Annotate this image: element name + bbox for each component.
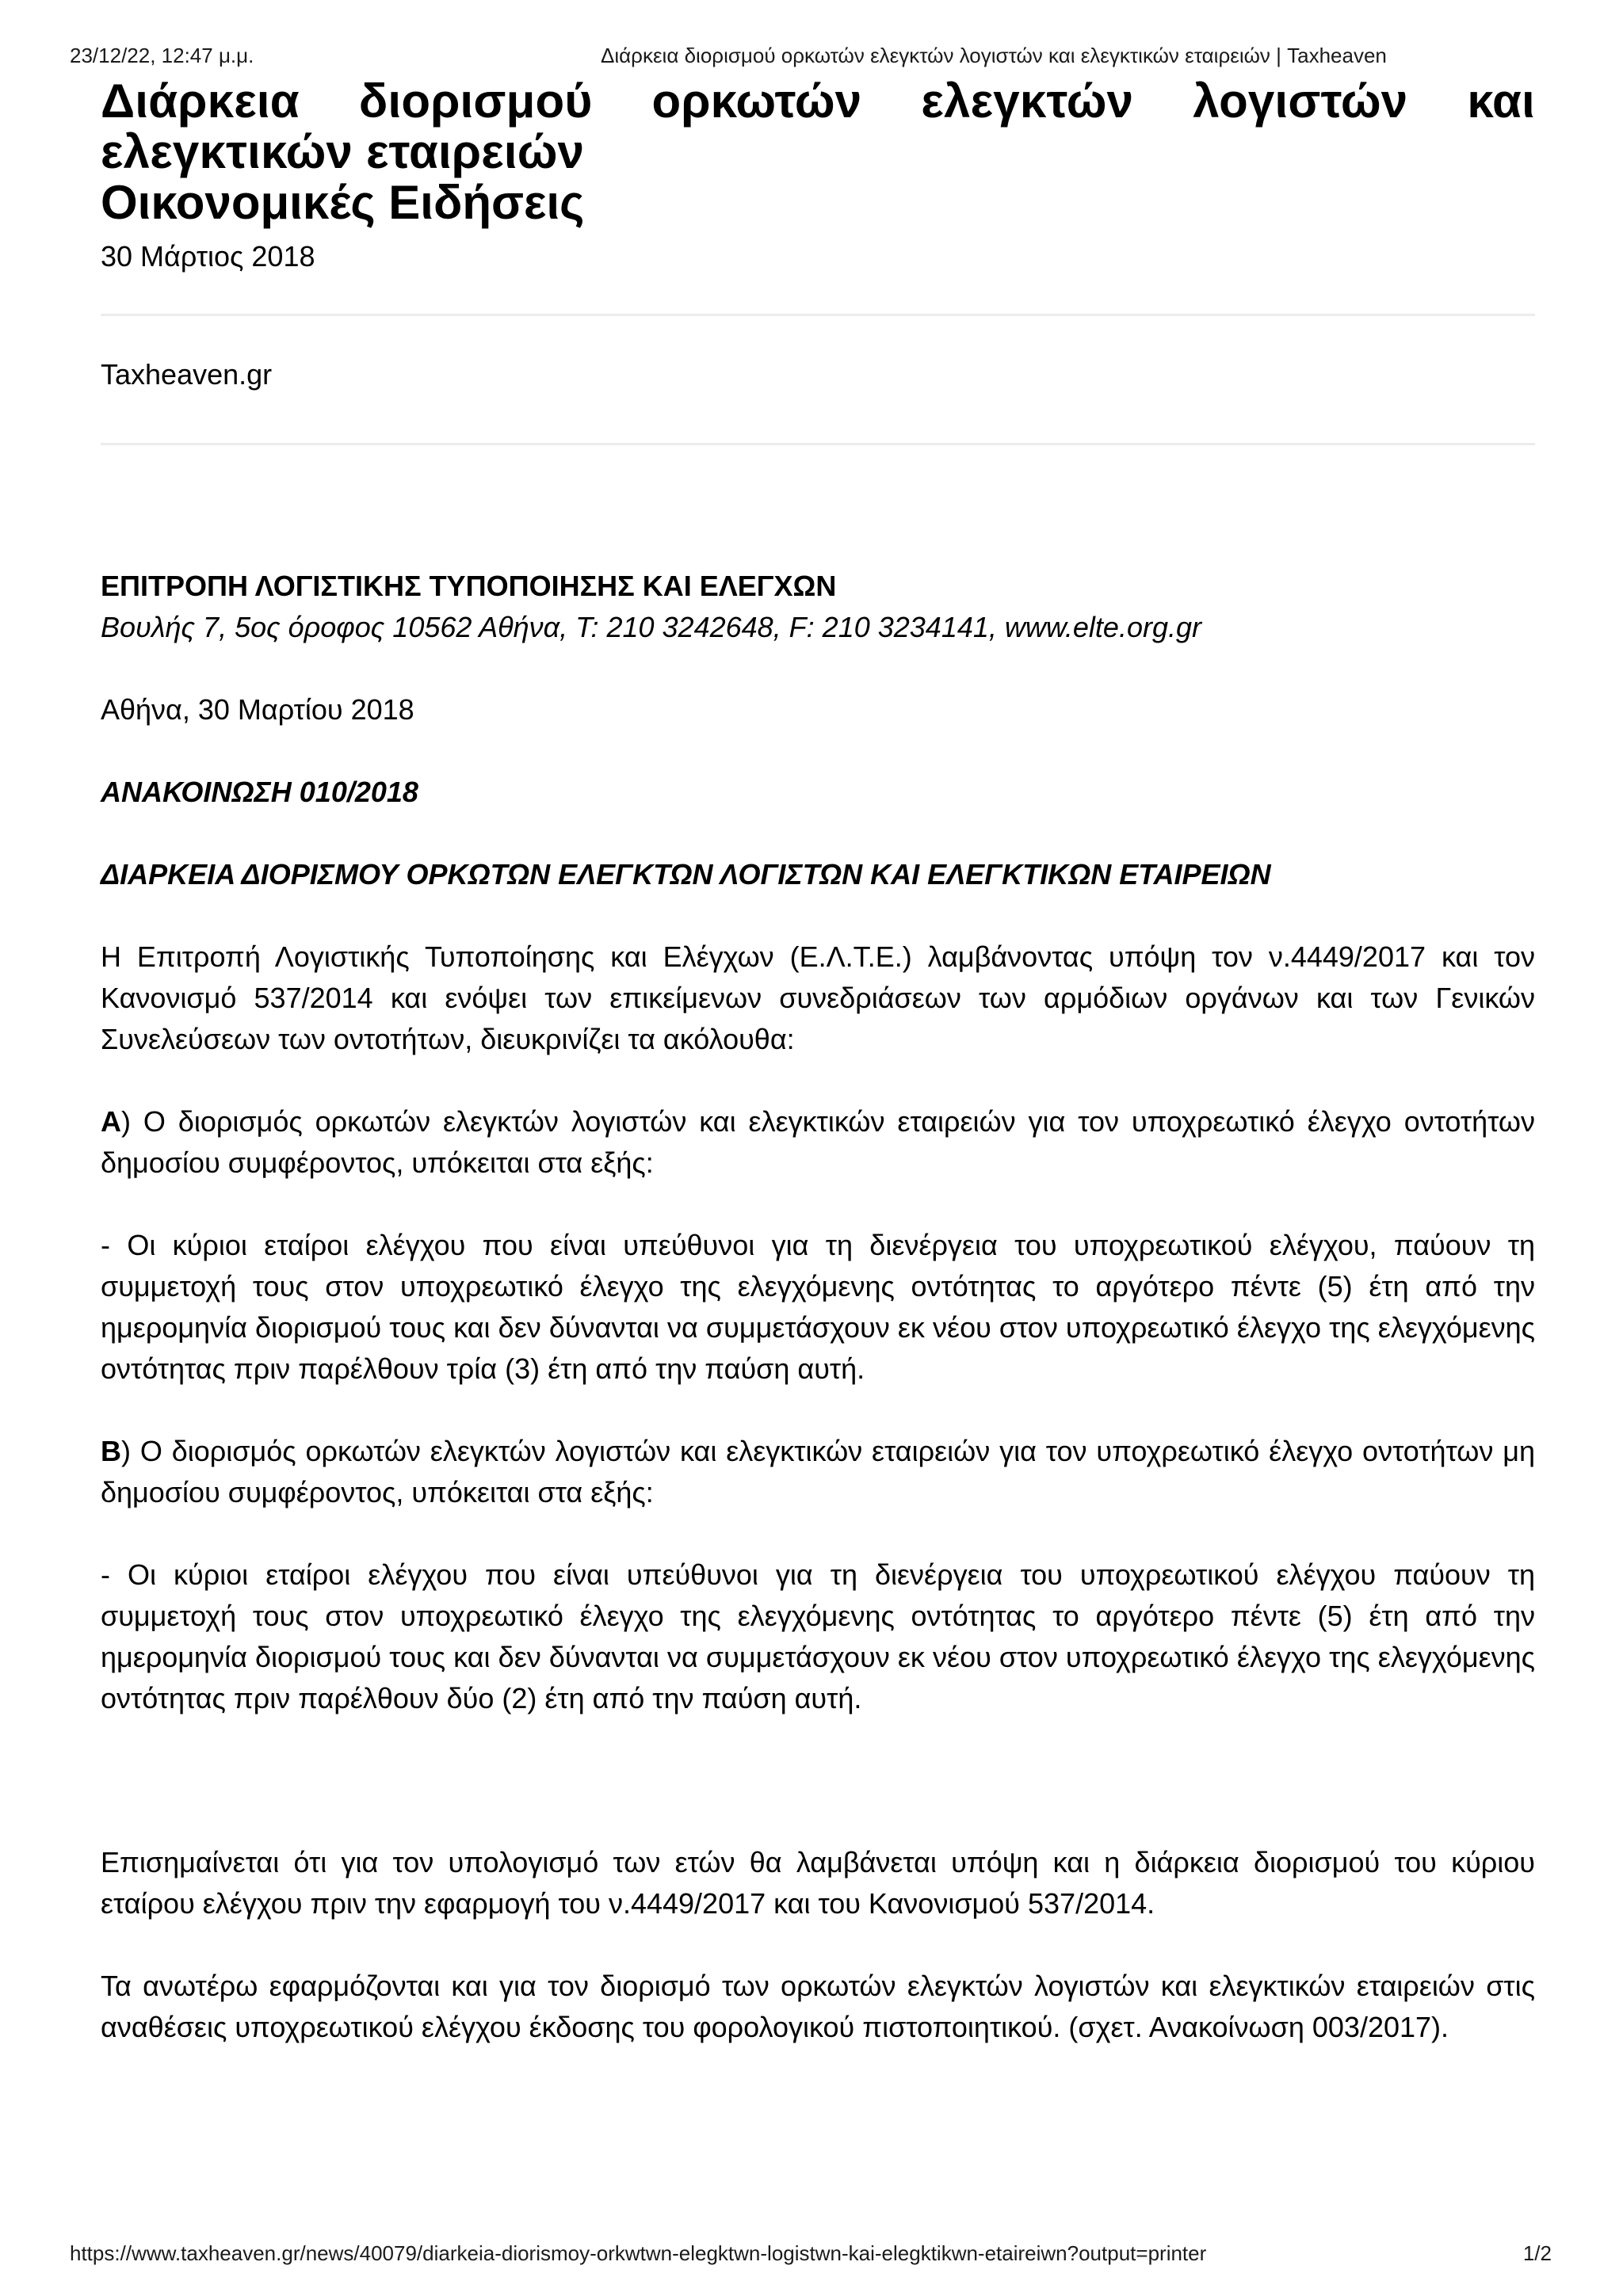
intro-paragraph: Η Επιτροπή Λογιστικής Τυποποίησης και Ελέγχων (Ε.Λ.Τ.Ε.) λαμβάνοντας υπόψη τον ν.4449/2017 και τον Κανονισμό 537/2014 και ενόψει των επικείμενων συνεδριάσεων των αρμόδιων οργάνων και των Γενικών Συνελεύσεων των οντοτήτων, διευκρινίζει τα ακόλουθα: <box>101 940 1535 1055</box>
section-a-paragraph <box>101 1101 1535 1184</box>
section-a-marker: Α <box>101 1105 121 1138</box>
print-header <box>70 40 1555 71</box>
article-date: 30 Μάρτιος 2018 <box>101 240 315 273</box>
place-date: Αθήνα, 30 Μαρτίου 2018 <box>101 693 414 726</box>
article-title: Διάρκεια διορισμού ορκωτών ελεγκτών λογιστών και ελεγκτικών εταιρειών <box>101 74 1535 178</box>
note-paragraph: Τα ανωτέρω εφαρμόζονται και για τον διορισμό των ορκωτών ελεγκτών λογιστών και ελεγκτικών εταιρειών στις αναθέσεις υποχρεωτικού ελέγχου έκδοσης του φορολογικού πιστοποιητικού. (σχετ. Ανακοίνωση 003/2017). <box>101 1970 1535 2043</box>
page-url: https://www.taxheaven.gr/news/40079/diarkeia-diorismoy-orkwtwn-elegktwn-logistwn-kai-elegktikwn-etaireiwn?output=printer <box>70 2241 1207 2265</box>
section-b-marker: Β <box>101 1435 121 1467</box>
announcement-number: ΑΝΑΚΟΙΝΩΣΗ 010/2018 <box>101 776 418 808</box>
print-date-time: 23/12/22, 12:47 μ.μ. <box>70 44 254 67</box>
print-document-title: Διάρκεια διορισμού ορκωτών ελεγκτών λογιστών και ελεγκτικών εταιρειών | Taxheaven <box>601 44 1387 67</box>
organization-name: ΕΠΙΤΡΟΠΗ ΛΟΓΙΣΤΙΚΗΣ ΤΥΠΟΠΟΙΗΣΗΣ ΚΑΙ ΕΛΕΓΧΩΝ <box>101 570 837 602</box>
section-b-text: ) Ο διορισμός ορκωτών ελεγκτών λογιστών και ελεγκτικών εταιρειών για τον υποχρεωτικό έλεγχο οντοτήτων μη δημοσίου συμφέροντος, υπόκειται στα εξής: <box>101 1435 1535 1508</box>
note-paragraph: Επισημαίνεται ότι για τον υπολογισμό των ετών θα λαμβάνεται υπόψη και η διάρκεια διορισμού του κύριου εταίρου ελέγχου πριν την εφαρμογή του ν.4449/2017 και του Κανονισμού 537/2014. <box>101 1846 1535 1920</box>
section-b-item: - Οι κύριοι εταίροι ελέγχου που είναι υπεύθυνοι για τη διενέργεια του υποχρεωτικού ελέγχου παύουν τη συμμετοχή τους στον υποχρεωτικό έλεγχο της ελεγχόμενης οντότητας το αργότερο πέντε (5) έτη από την ημερομηνία διορισμού τους και δεν δύνανται να συμμετάσχουν εκ νέου στον υποχρεωτικό έλεγχο της ελεγχόμενης οντότητας πριν παρέλθουν δύο (2) έτη από την παύση αυτή. <box>101 1558 1535 1714</box>
section-a-item: - Οι κύριοι εταίροι ελέγχου που είναι υπεύθυνοι για τη διενέργεια του υποχρεωτικού ελέγχου, παύουν τη συμμετοχή τους στον υποχρεωτικό έλεγχο της ελεγχόμενης οντότητας το αργότερο πέντε (5) έτη από την ημερομηνία διορισμού τους και δεν δύνανται να συμμετάσχουν εκ νέου στον υποχρεωτικό έλεγχο της ελεγχόμενης οντότητας πριν παρέλθουν τρία (3) έτη από την παύση αυτή. <box>101 1229 1535 1385</box>
organization-address: Βουλής 7, 5ος όροφος 10562 Αθήνα, Τ: 210 3242648, F: 210 3234141, www.elte.org.gr <box>101 611 1201 643</box>
section-a-text: ) Ο διορισμός ορκωτών ελεγκτών λογιστών και ελεγκτικών εταιρειών για τον υποχρεωτικό έλεγχο οντοτήτων δημοσίου συμφέροντος, υπόκειται στα εξής: <box>101 1105 1535 1179</box>
divider <box>101 443 1535 445</box>
article-category: Οικονομικές Ειδήσεις <box>101 176 585 229</box>
article-content <box>101 76 1535 2048</box>
section-b-paragraph <box>101 1431 1535 1513</box>
announcement-title: ΔΙΑΡΚΕΙΑ ΔΙΟΡΙΣΜΟΥ ΟΡΚΩΤΩΝ ΕΛΕΓΚΤΩΝ ΛΟΓΙΣΤΩΝ ΚΑΙ ΕΛΕΓΚΤΙΚΩΝ ΕΤΑΙΡΕΙΩΝ <box>101 858 1271 891</box>
page-number: 1/2 <box>1522 2241 1552 2265</box>
article-source: Taxheaven.gr <box>101 358 273 391</box>
print-footer <box>70 2237 1552 2269</box>
divider <box>101 314 1535 316</box>
